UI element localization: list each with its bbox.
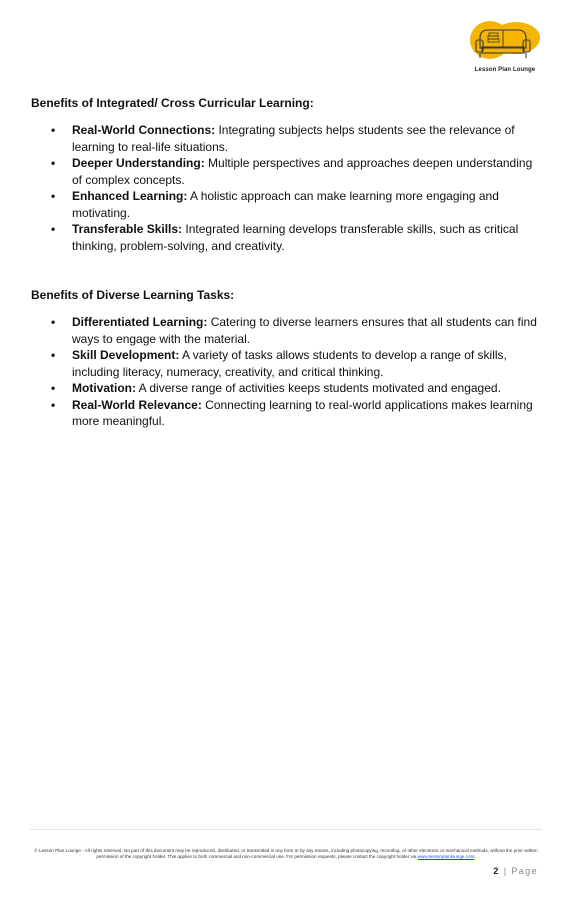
bullet-icon: • bbox=[51, 123, 56, 137]
armchair-icon bbox=[468, 18, 542, 68]
logo-text: Lesson Plan Lounge bbox=[474, 67, 536, 73]
item-text: Connecting learning to real-world applications makes learning more meaningful. bbox=[72, 397, 533, 428]
footer-copyright bbox=[30, 848, 542, 860]
copyright-text: © Lesson Plan Lounge - All rights reserved. No part of this document may be reproduced, distributed, or transmitted in any form or by any means, including photocopying, recording, or other electronic or mechanical methods, without the prior written permission of the copyright holder. This applies to both commercial and non-commercial use. For permission requests, please contact the copyright holder via bbox=[34, 848, 538, 860]
page-number bbox=[493, 866, 538, 876]
item-text: A holistic approach can make learning more engaging and motivating. bbox=[72, 189, 499, 220]
bullet-icon: • bbox=[51, 156, 56, 170]
bullet-icon: • bbox=[51, 381, 56, 395]
list-item bbox=[31, 188, 541, 221]
bullet-list bbox=[31, 314, 541, 430]
item-term: Real-World Relevance: bbox=[72, 397, 202, 412]
logo bbox=[468, 18, 542, 76]
item-term: Enhanced Learning: bbox=[72, 189, 188, 203]
bullet-icon: • bbox=[51, 348, 56, 362]
item-term: Real-World Connections: bbox=[72, 123, 216, 137]
item-text: A diverse range of activities keeps students motivated and engaged. bbox=[136, 381, 501, 395]
list-item bbox=[31, 314, 541, 347]
section-title: Benefits of Diverse Learning Tasks: bbox=[31, 288, 235, 302]
section-diverse-tasks bbox=[31, 288, 541, 430]
item-text: Integrating subjects helps students see the relevance of learning to real-life situations. bbox=[72, 123, 515, 154]
list-item bbox=[31, 155, 541, 188]
bullet-icon: • bbox=[51, 397, 56, 412]
list-item bbox=[31, 397, 541, 430]
footer-divider bbox=[30, 829, 542, 830]
section-title: Benefits of Integrated/ Cross Curricular Learning: bbox=[31, 96, 314, 110]
bullet-icon: • bbox=[51, 189, 56, 203]
bullet-list bbox=[31, 122, 541, 254]
list-item bbox=[31, 122, 541, 155]
item-term: Motivation: bbox=[72, 381, 136, 395]
page-number-value: 2 bbox=[493, 866, 500, 876]
item-term: Differentiated Learning: bbox=[72, 315, 208, 329]
list-item bbox=[31, 347, 541, 380]
section-integrated-learning bbox=[31, 96, 541, 254]
item-term: Transferable Skills: bbox=[72, 222, 183, 236]
list-item bbox=[31, 380, 541, 397]
copyright-suffix: . bbox=[474, 854, 476, 860]
item-text: Integrated learning develops transferable skills, such as critical thinking, problem-solving, and creativity. bbox=[72, 222, 519, 253]
bullet-icon: • bbox=[51, 315, 56, 329]
item-term: Deeper Understanding: bbox=[72, 156, 205, 170]
bullet-icon: • bbox=[51, 222, 56, 236]
item-text: A variety of tasks allows students to develop a range of skills, including literacy, numeracy, creativity, and critical thinking. bbox=[72, 348, 507, 379]
website-link[interactable]: www.lessonplanlounge.com bbox=[417, 854, 475, 860]
list-item bbox=[31, 221, 541, 254]
item-term: Skill Development: bbox=[72, 348, 180, 362]
item-text: Catering to diverse learners ensures that all students can find ways to engage with the material. bbox=[72, 315, 537, 346]
page-separator: | bbox=[499, 866, 512, 876]
item-text: Multiple perspectives and approaches deepen understanding of complex concepts. bbox=[72, 156, 533, 187]
page-word: Page bbox=[511, 866, 538, 876]
